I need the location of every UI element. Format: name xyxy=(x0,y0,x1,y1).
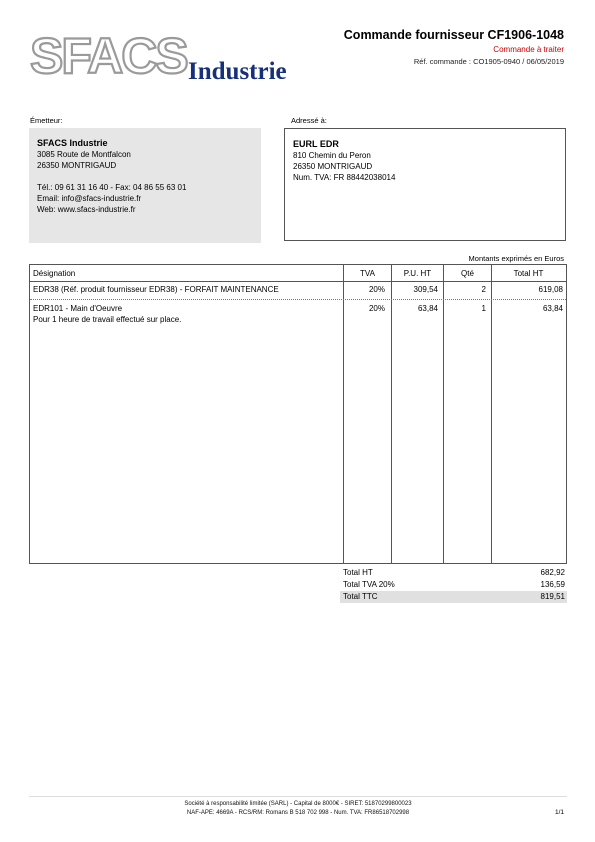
currency-note: Montants exprimés en Euros xyxy=(468,254,564,263)
emitter-address-line2: 26350 MONTRIGAUD xyxy=(37,161,117,170)
emitter-address-line1: 3085 Route de Montfalcon xyxy=(37,150,131,159)
column-header-designation: Désignation xyxy=(33,269,76,278)
recipient-address-line2: 26350 MONTRIGAUD xyxy=(293,162,373,171)
row-designation: EDR101 - Main d'Oeuvre xyxy=(33,304,123,313)
recipient-vat: Num. TVA: FR 88442038014 xyxy=(293,173,396,182)
total-tva-row xyxy=(340,579,567,591)
column-header-quantity: Qté xyxy=(461,269,474,278)
total-ht-value: 682,92 xyxy=(540,568,565,577)
company-logo xyxy=(30,28,320,88)
row-tva: 20% xyxy=(368,304,385,313)
row-quantity: 1 xyxy=(481,304,486,313)
row-unit-price: 309,54 xyxy=(413,285,438,294)
total-ttc-value: 819,51 xyxy=(540,592,565,601)
footer-line1: Société à responsabilité limitée (SARL) - Capital de 8000€ - SIRET: 51870299800023 xyxy=(184,801,412,807)
emitter-label: Émetteur: xyxy=(30,116,63,125)
recipient-name: EURL EDR xyxy=(293,139,339,149)
column-header-unit-price: P.U. HT xyxy=(403,269,432,278)
logo-suffix: Industrie xyxy=(188,58,287,85)
total-ttc-row xyxy=(340,591,567,603)
total-ttc-label: Total TTC xyxy=(343,592,378,601)
items-table xyxy=(29,264,567,564)
row-separator xyxy=(30,299,566,300)
row-total: 619,08 xyxy=(538,285,563,294)
emitter-phone: Tél.: 09 61 31 16 40 - Fax: 04 86 55 63 01 xyxy=(37,183,187,192)
table-row xyxy=(30,303,566,327)
row-quantity: 2 xyxy=(481,285,486,294)
recipient-address-line1: 810 Chemin du Peron xyxy=(293,151,371,160)
total-tva-label: Total TVA 20% xyxy=(343,580,395,589)
column-header-tva: TVA xyxy=(360,269,375,278)
recipient-block xyxy=(284,128,566,241)
emitter-block xyxy=(29,128,261,243)
row-designation: EDR38 (Réf. produit fournisseur EDR38) - FORFAIT MAINTENANCE xyxy=(33,285,279,294)
legal-footer xyxy=(29,800,567,818)
footer-line2: NAF-APE: 4669A - RCS/RM: Romans B 518 702 998 - Num. TVA: FR86518702998 xyxy=(186,810,410,816)
page-number: 1/1 xyxy=(554,809,564,816)
column-header-total: Total HT xyxy=(513,269,544,278)
total-ht-label: Total HT xyxy=(343,568,373,577)
header-divider xyxy=(30,281,566,282)
emitter-email: Email: info@sfacs-industrie.fr xyxy=(37,194,142,203)
row-tva: 20% xyxy=(368,285,385,294)
recipient-label: Adressé à: xyxy=(291,116,327,125)
row-total: 63,84 xyxy=(542,304,563,313)
order-status: Commande à traiter xyxy=(493,45,564,54)
totals-block xyxy=(340,567,567,603)
emitter-web: Web: www.sfacs-industrie.fr xyxy=(37,205,136,214)
footer-divider xyxy=(29,796,567,797)
row-note: Pour 1 heure de travail effectué sur place. xyxy=(33,315,182,324)
total-ht-row xyxy=(340,567,567,579)
emitter-name: SFACS Industrie xyxy=(37,138,108,148)
logo-brand: SFACS xyxy=(30,28,187,84)
total-tva-value: 136,59 xyxy=(540,580,565,589)
document-title: Commande fournisseur CF1906-1048 xyxy=(343,28,564,42)
row-unit-price: 63,84 xyxy=(417,304,438,313)
table-row xyxy=(30,284,566,299)
order-reference: Réf. commande : CO1905-0940 / 06/05/2019 xyxy=(413,57,564,66)
